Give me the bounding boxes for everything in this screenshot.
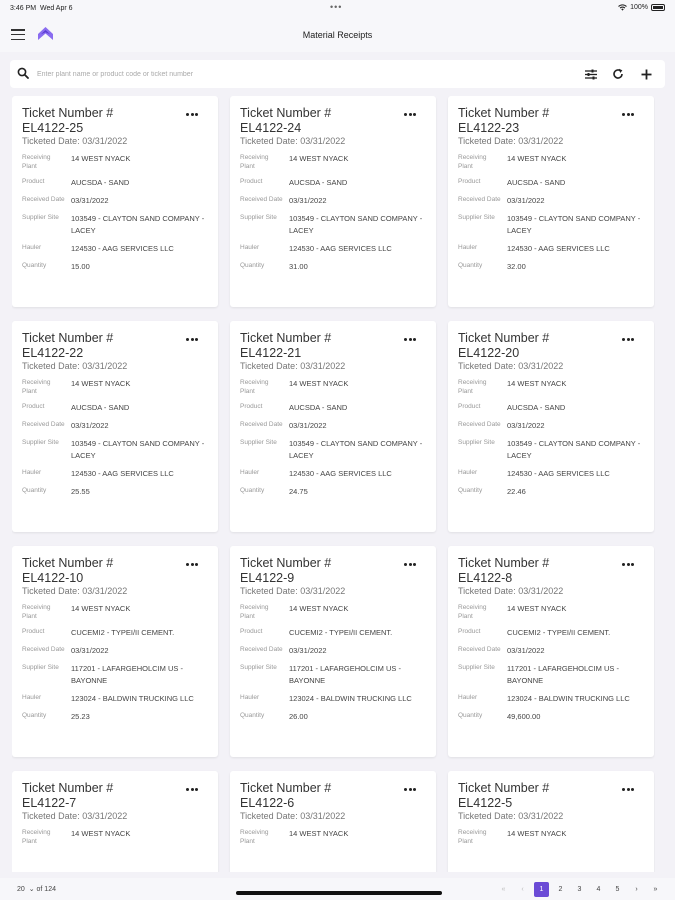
field-received-date: Received Date 03/31/2022: [458, 196, 545, 205]
ticket-number: Ticket Number # EL4122-24: [240, 106, 332, 135]
field-quantity: Quantity 49,600.00: [458, 712, 541, 721]
ticket-card[interactable]: [230, 321, 436, 532]
field-product: Product AUCSDA - SAND: [458, 403, 566, 412]
ticket-number: Ticket Number # EL4122-6: [240, 781, 332, 810]
ticket-number: Ticket Number # EL4122-22: [22, 331, 114, 360]
ticket-card[interactable]: [12, 321, 218, 532]
field-supplier-site: Supplier Site 117201 - LAFARGEHOLCIM US - BAYONNE: [458, 664, 619, 685]
field-product: Product AUCSDA - SAND: [22, 403, 130, 412]
ticket-number: Ticket Number # EL4122-23: [458, 106, 550, 135]
page-button-1[interactable]: 1: [534, 882, 549, 897]
field-quantity: Quantity 32.00: [458, 262, 526, 271]
status-time: 3:46 PM Wed Apr 6: [10, 5, 73, 12]
field-receiving-plant: Receiving Plant 14 WEST NYACK: [240, 829, 349, 845]
field-hauler: Hauler 124530 - AAG SERVICES LLC: [240, 244, 392, 253]
field-quantity: Quantity 31.00: [240, 262, 308, 271]
ticketed-date: Ticketed Date: 03/31/2022: [458, 361, 564, 371]
field-product: Product CUCEMI2 - TYPEI/II CEMENT.: [240, 628, 393, 637]
ticketed-date: Ticketed Date: 03/31/2022: [22, 811, 128, 821]
more-dots-icon[interactable]: [404, 111, 418, 117]
field-product: Product CUCEMI2 - TYPEI/II CEMENT.: [458, 628, 611, 637]
field-received-date: Received Date 03/31/2022: [22, 421, 109, 430]
chevron-down-icon: ⌄: [28, 886, 35, 893]
ticketed-date: Ticketed Date: 03/31/2022: [240, 586, 346, 596]
field-quantity: Quantity 15.00: [22, 262, 90, 271]
field-supplier-site: Supplier Site 117201 - LAFARGEHOLCIM US - BAYONNE: [240, 664, 401, 685]
more-dots-icon[interactable]: [186, 561, 200, 567]
more-dots-icon[interactable]: [404, 786, 418, 792]
ticketed-date: Ticketed Date: 03/31/2022: [22, 136, 128, 146]
field-supplier-site: Supplier Site 103549 - CLAYTON SAND COMPANY - LACEY: [458, 214, 641, 235]
refresh-icon[interactable]: [610, 66, 626, 82]
field-received-date: Received Date 03/31/2022: [22, 196, 109, 205]
wifi-icon: [618, 4, 627, 11]
field-supplier-site: Supplier Site 103549 - CLAYTON SAND COMPANY - LACEY: [22, 439, 205, 460]
more-dots-icon[interactable]: [622, 561, 636, 567]
ticket-number: Ticket Number # EL4122-20: [458, 331, 550, 360]
field-receiving-plant: Receiving Plant 14 WEST NYACK: [22, 829, 131, 845]
ticket-number: Ticket Number # EL4122-5: [458, 781, 550, 810]
more-dots-icon[interactable]: [186, 336, 200, 342]
field-hauler: Hauler 124530 - AAG SERVICES LLC: [22, 244, 174, 253]
top-nav-bar: [0, 18, 675, 52]
ticket-number: Ticket Number # EL4122-10: [22, 556, 114, 585]
more-dots-icon[interactable]: [404, 336, 418, 342]
battery-percent: 100%: [630, 4, 648, 11]
field-received-date: Received Date 03/31/2022: [240, 196, 327, 205]
field-supplier-site: Supplier Site 103549 - CLAYTON SAND COMPANY - LACEY: [240, 439, 423, 460]
ticket-card[interactable]: [448, 321, 654, 532]
ticket-number: Ticket Number # EL4122-21: [240, 331, 332, 360]
field-product: Product AUCSDA - SAND: [22, 178, 130, 187]
page-size-selector[interactable]: 20 ⌄ of 124: [17, 886, 56, 893]
ticketed-date: Ticketed Date: 03/31/2022: [240, 136, 346, 146]
ticket-card[interactable]: [230, 546, 436, 757]
field-product: Product AUCSDA - SAND: [240, 178, 348, 187]
field-received-date: Received Date 03/31/2022: [458, 646, 545, 655]
status-bar: [0, 0, 675, 18]
search-input[interactable]: [37, 66, 467, 82]
battery-icon: [651, 4, 665, 11]
ticket-number: Ticket Number # EL4122-9: [240, 556, 332, 585]
page-button-2[interactable]: 2: [558, 886, 563, 893]
more-dots-icon[interactable]: [622, 336, 636, 342]
next-page-button[interactable]: ›: [635, 886, 638, 893]
field-receiving-plant: Receiving Plant 14 WEST NYACK: [22, 154, 131, 170]
field-supplier-site: Supplier Site 103549 - CLAYTON SAND COMPANY - LACEY: [458, 439, 641, 460]
field-hauler: Hauler 123024 - BALDWIN TRUCKING LLC: [240, 694, 412, 703]
field-receiving-plant: Receiving Plant 14 WEST NYACK: [458, 154, 567, 170]
home-indicator[interactable]: [236, 891, 442, 895]
more-dots-icon[interactable]: [186, 111, 200, 117]
ticketed-date: Ticketed Date: 03/31/2022: [458, 811, 564, 821]
search-bar: [10, 60, 665, 88]
field-receiving-plant: Receiving Plant 14 WEST NYACK: [240, 154, 349, 170]
field-receiving-plant: Receiving Plant 14 WEST NYACK: [22, 604, 131, 620]
page-button-3[interactable]: 3: [577, 886, 582, 893]
field-received-date: Received Date 03/31/2022: [22, 646, 109, 655]
plus-icon[interactable]: [638, 66, 654, 82]
ticket-card[interactable]: [12, 546, 218, 757]
ticket-number: Ticket Number # EL4122-25: [22, 106, 114, 135]
field-supplier-site: Supplier Site 103549 - CLAYTON SAND COMPANY - LACEY: [240, 214, 423, 235]
ticketed-date: Ticketed Date: 03/31/2022: [240, 811, 346, 821]
ticketed-date: Ticketed Date: 03/31/2022: [458, 136, 564, 146]
ticket-card[interactable]: [448, 96, 654, 307]
field-supplier-site: Supplier Site 103549 - CLAYTON SAND COMPANY - LACEY: [22, 214, 205, 235]
field-hauler: Hauler 124530 - AAG SERVICES LLC: [458, 469, 610, 478]
ticket-card[interactable]: [230, 771, 436, 872]
more-dots-icon[interactable]: [622, 786, 636, 792]
field-quantity: Quantity 26.00: [240, 712, 308, 721]
field-hauler: Hauler 123024 - BALDWIN TRUCKING LLC: [458, 694, 630, 703]
page-button-5[interactable]: 5: [615, 886, 620, 893]
page-title: Material Receipts: [302, 30, 373, 40]
field-receiving-plant: Receiving Plant 14 WEST NYACK: [240, 604, 349, 620]
ticket-card[interactable]: [12, 96, 218, 307]
ticket-card[interactable]: [230, 96, 436, 307]
prev-page-button[interactable]: ‹: [521, 886, 524, 893]
field-hauler: Hauler 124530 - AAG SERVICES LLC: [240, 469, 392, 478]
field-receiving-plant: Receiving Plant 14 WEST NYACK: [458, 604, 567, 620]
field-supplier-site: Supplier Site 117201 - LAFARGEHOLCIM US - BAYONNE: [22, 664, 183, 685]
ticket-number: Ticket Number # EL4122-8: [458, 556, 550, 585]
ticketed-date: Ticketed Date: 03/31/2022: [240, 361, 346, 371]
last-page-button[interactable]: »: [653, 886, 658, 893]
ticket-number: Ticket Number # EL4122-7: [22, 781, 114, 810]
multitasking-dots-icon[interactable]: •••: [330, 2, 343, 12]
field-received-date: Received Date 03/31/2022: [458, 421, 545, 430]
field-quantity: Quantity 25.23: [22, 712, 90, 721]
field-received-date: Received Date 03/31/2022: [240, 421, 327, 430]
field-product: Product CUCEMI2 - TYPEI/II CEMENT.: [22, 628, 175, 637]
field-hauler: Hauler 124530 - AAG SERVICES LLC: [22, 469, 174, 478]
more-dots-icon[interactable]: [404, 561, 418, 567]
ticket-card[interactable]: [12, 771, 218, 872]
field-received-date: Received Date 03/31/2022: [240, 646, 327, 655]
pagination-bar: [0, 878, 675, 900]
ticketed-date: Ticketed Date: 03/31/2022: [22, 586, 128, 596]
field-hauler: Hauler 123024 - BALDWIN TRUCKING LLC: [22, 694, 194, 703]
field-receiving-plant: Receiving Plant 14 WEST NYACK: [240, 379, 349, 395]
field-quantity: Quantity 25.55: [22, 487, 90, 496]
field-quantity: Quantity 24.75: [240, 487, 308, 496]
field-receiving-plant: Receiving Plant 14 WEST NYACK: [458, 829, 567, 845]
page-button-4[interactable]: 4: [596, 886, 601, 893]
more-dots-icon[interactable]: [186, 786, 200, 792]
search-icon[interactable]: [17, 67, 29, 79]
ticket-card[interactable]: [448, 546, 654, 757]
more-dots-icon[interactable]: [622, 111, 636, 117]
field-hauler: Hauler 124530 - AAG SERVICES LLC: [458, 244, 610, 253]
ticketed-date: Ticketed Date: 03/31/2022: [458, 586, 564, 596]
status-right: [618, 4, 665, 11]
sliders-icon[interactable]: [583, 66, 599, 82]
field-receiving-plant: Receiving Plant 14 WEST NYACK: [458, 379, 567, 395]
field-quantity: Quantity 22.46: [458, 487, 526, 496]
first-page-button[interactable]: «: [501, 886, 506, 893]
receipts-grid: [12, 96, 655, 872]
field-product: Product AUCSDA - SAND: [458, 178, 566, 187]
field-receiving-plant: Receiving Plant 14 WEST NYACK: [22, 379, 131, 395]
field-product: Product AUCSDA - SAND: [240, 403, 348, 412]
ticket-card[interactable]: [448, 771, 654, 872]
ticketed-date: Ticketed Date: 03/31/2022: [22, 361, 128, 371]
pager: [496, 882, 663, 897]
